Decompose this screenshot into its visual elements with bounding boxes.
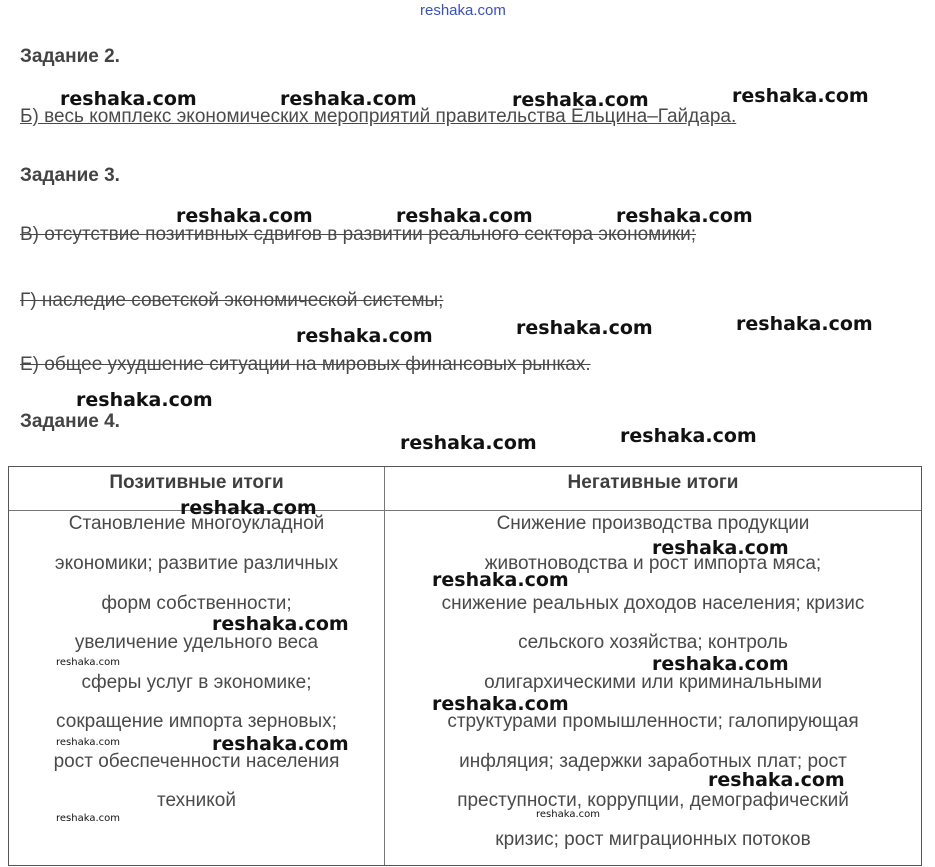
watermark: reshaka.com [708, 769, 845, 791]
negative-line: инфляция; задержки заработных плат; рост [459, 751, 847, 772]
positive-line: увеличение удельного веса [74, 632, 319, 653]
table-header-divider [9, 510, 921, 511]
negative-line: олигархическими или криминальными [484, 672, 822, 693]
watermark: reshaka.com [400, 432, 537, 454]
watermark: reshaka.com [180, 497, 317, 519]
watermark: reshaka.com [732, 85, 869, 107]
watermark: reshaka.com [176, 205, 313, 227]
watermark: reshaka.com [60, 88, 197, 110]
watermark: reshaka.com [620, 425, 757, 447]
positive-line: экономики; развитие различных [54, 553, 339, 574]
positive-line: Становление многоукладной [68, 513, 325, 534]
positive-line: рост обеспеченности населения [53, 751, 340, 772]
task2-answer: Б) весь комплекс экономических мероприятий правительства Ельцина–Гайдара. [20, 106, 737, 127]
site-link[interactable]: reshaka.com [420, 2, 506, 19]
watermark: reshaka.com [396, 205, 533, 227]
negative-line: кризис; рост миграционных потоков [495, 829, 811, 850]
negative-line: сельского хозяйства; контроль [518, 632, 788, 653]
watermark-small: reshaka.com [56, 813, 120, 824]
watermark: reshaka.com [432, 693, 569, 715]
task3-item-e: Е) общее ухудшение ситуации на мировых финансовых рынках. [20, 354, 591, 375]
task4-heading: Задание 4. [20, 411, 120, 432]
watermark: reshaka.com [736, 313, 873, 335]
negative-line: животноводства и рост импорта мяса; [484, 553, 822, 574]
watermark: reshaka.com [296, 325, 433, 347]
positive-line: форм собственности; [101, 593, 292, 614]
header-negative: Негативные итоги [567, 472, 739, 493]
negative-line: структурами промышленности; галопирующая [447, 711, 859, 732]
watermark-small: reshaka.com [56, 657, 120, 668]
watermark: reshaka.com [280, 88, 417, 110]
positive-line: сферы услуг в экономике; [81, 672, 312, 693]
positive-line: сокращение импорта зерновых; [56, 711, 337, 732]
header-positive: Позитивные итоги [109, 472, 284, 493]
watermark: reshaka.com [432, 569, 569, 591]
positive-line: техникой [157, 790, 236, 811]
watermark: reshaka.com [652, 653, 789, 675]
task3-heading: Задание 3. [20, 165, 120, 186]
watermark: reshaka.com [516, 317, 653, 339]
task3-item-g: Г) наследие советской экономической системы; [20, 290, 444, 311]
watermark: reshaka.com [212, 613, 349, 635]
watermark: reshaka.com [512, 89, 649, 111]
watermark-small: reshaka.com [56, 737, 120, 748]
task2-heading: Задание 2. [20, 46, 120, 67]
negative-line: снижение реальных доходов населения; кризис [441, 593, 865, 614]
task3-item-v: В) отсутствие позитивных сдвигов в развитии реального сектора экономики; [20, 224, 697, 245]
watermark: reshaka.com [616, 205, 753, 227]
watermark: reshaka.com [652, 537, 789, 559]
negative-line: Снижение производства продукции [496, 513, 810, 534]
watermark-small: reshaka.com [536, 809, 600, 820]
watermark: reshaka.com [76, 389, 213, 411]
watermark: reshaka.com [212, 733, 349, 755]
negative-line: преступности, коррупции, демографический [457, 790, 849, 811]
